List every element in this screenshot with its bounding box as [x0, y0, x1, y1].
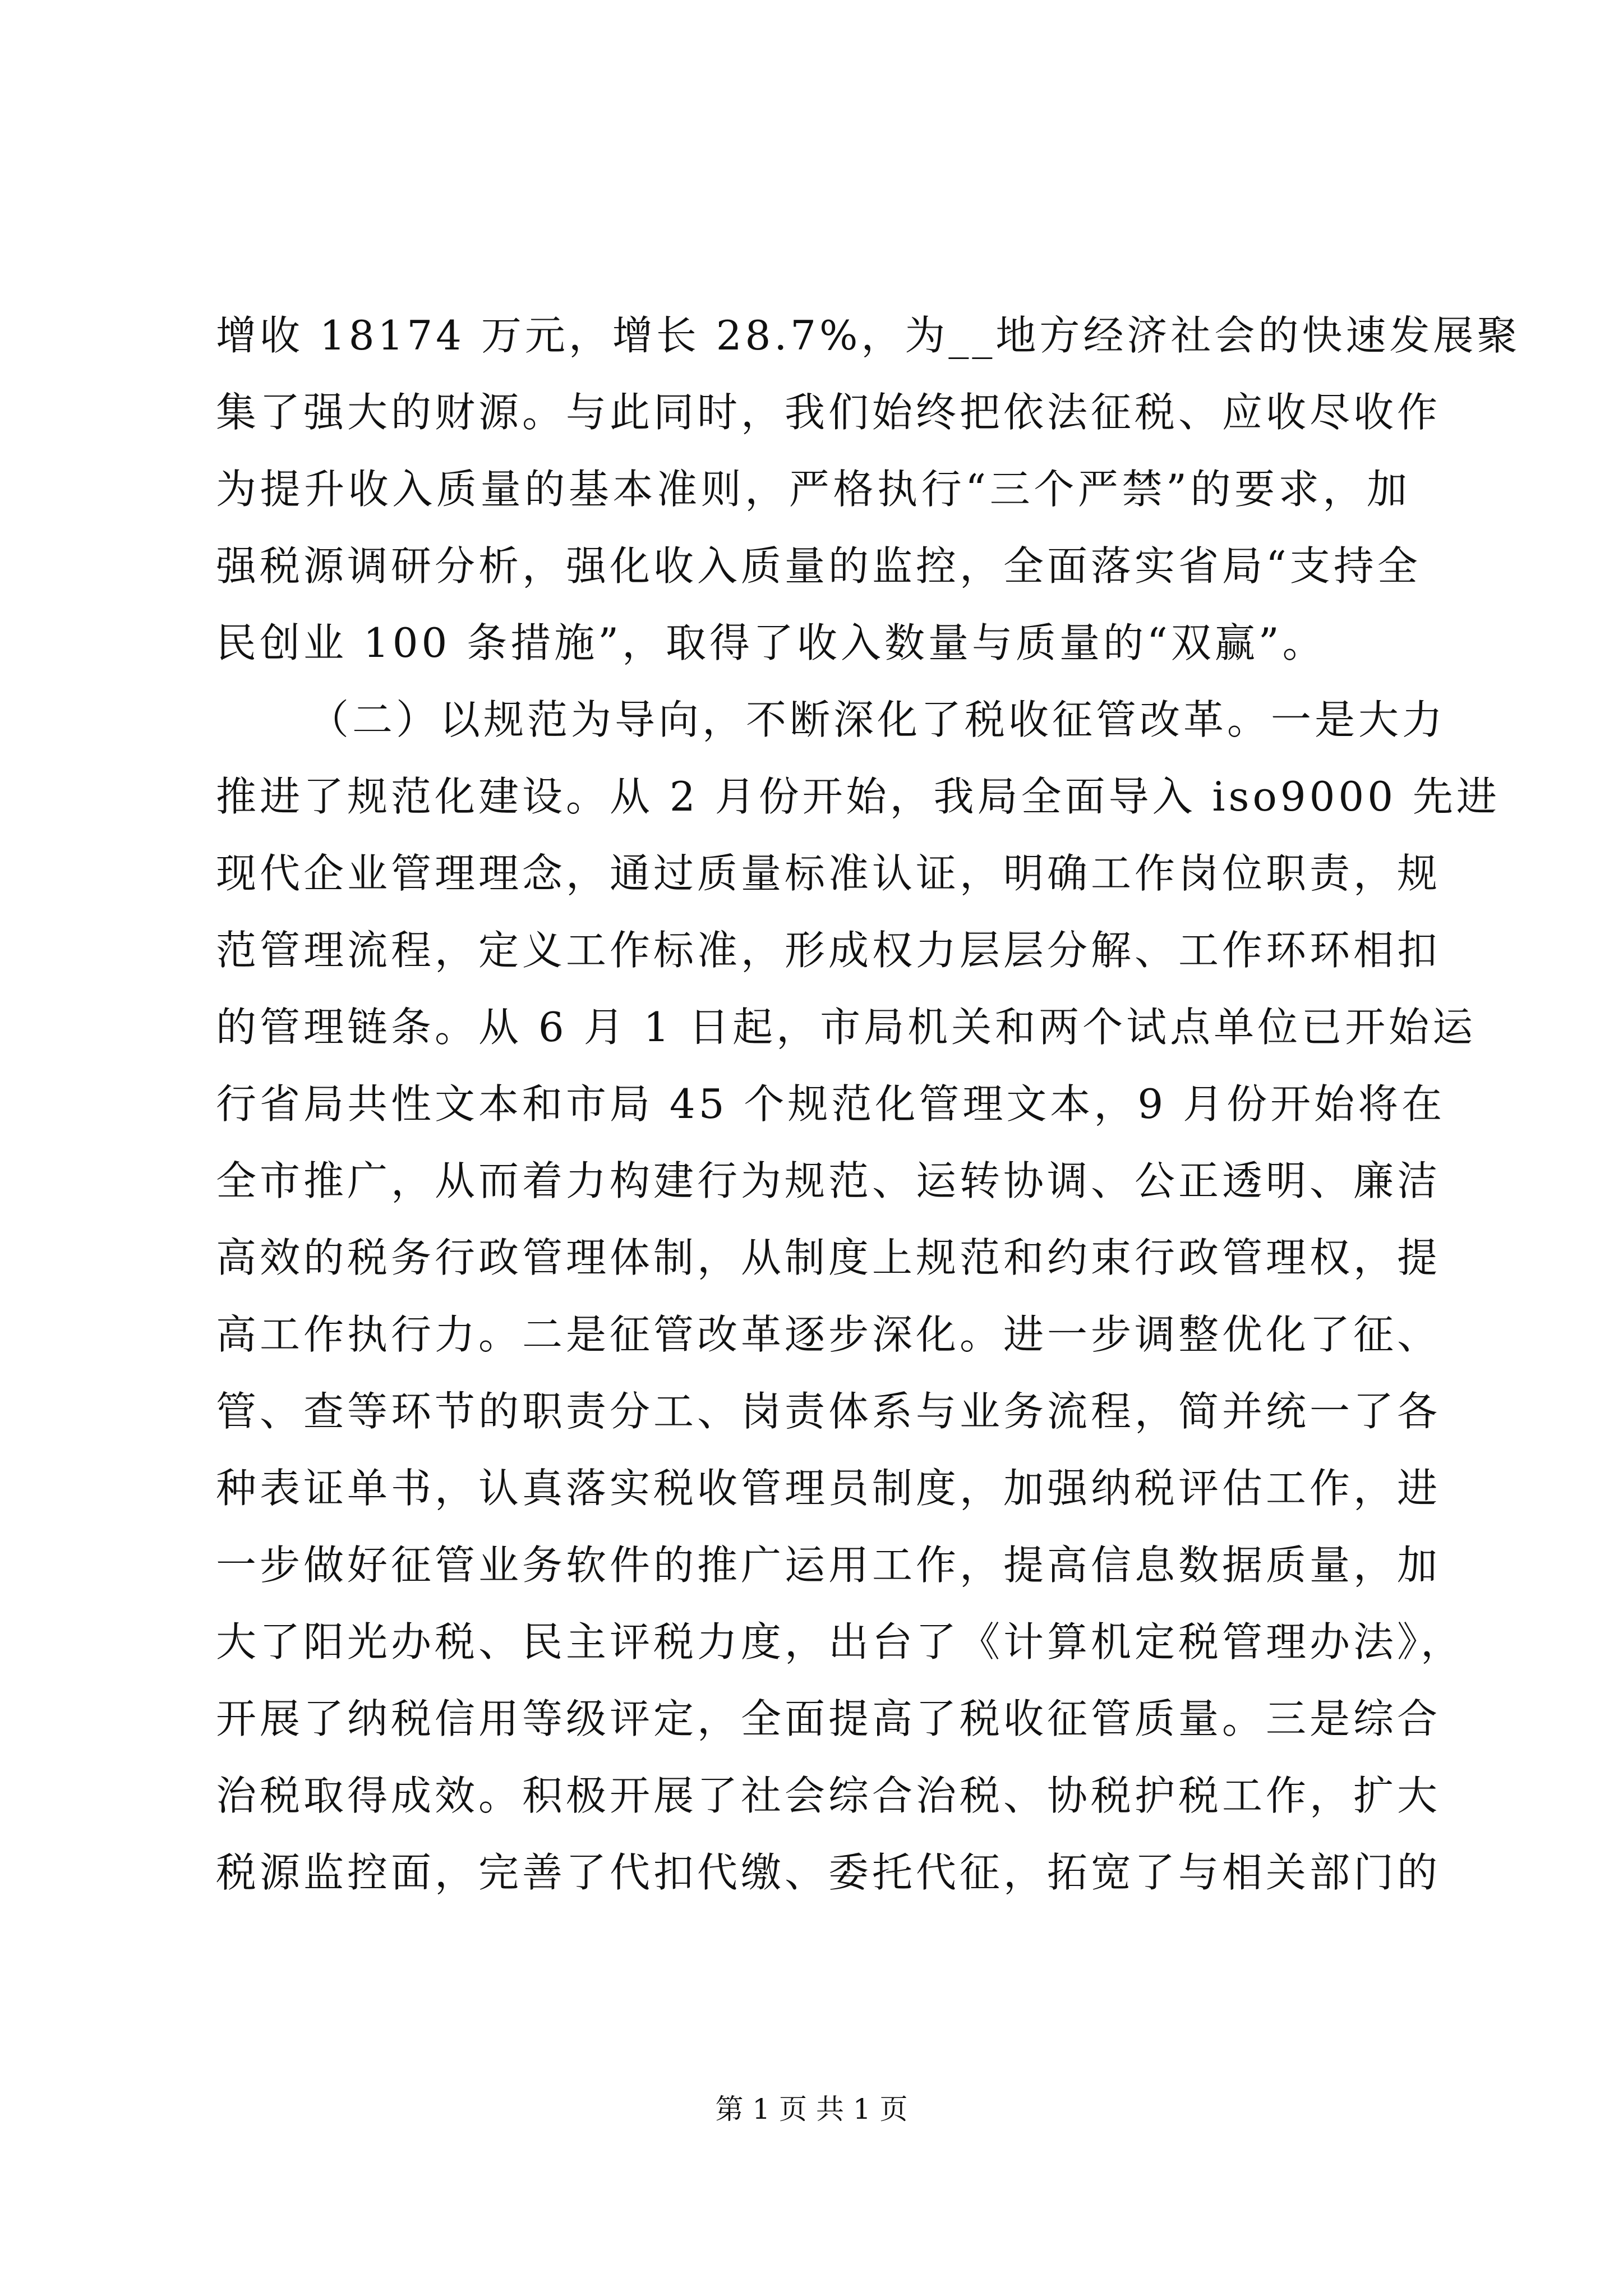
- text-line: 范管理流程，定义工作标准，形成权力层层分解、工作环环相扣: [216, 927, 1441, 974]
- page-number-label: 第 1 页 共 1 页: [715, 2093, 908, 2125]
- paragraph-first-line: （二）以规范为导向，不断深化了税收征管改革。一是大力: [308, 696, 1446, 743]
- text-line: 为提升收入质量的基本准则，严格执行“三个严禁”的要求，加: [216, 466, 1410, 513]
- text-line: 民创业 100 条措施”，取得了收入数量与质量的“双赢”。: [216, 619, 1326, 666]
- text-line: 强税源调研分析，强化收入质量的监控，全面落实省局“支持全: [216, 542, 1421, 590]
- text-line: 的管理链条。从 6 月 1 日起，市局机关和两个试点单位已开始运: [216, 1004, 1477, 1051]
- text-line: 大了阳光办税、民主评税力度，出台了《计算机定税管理办法》，: [216, 1618, 1465, 1665]
- text-line: 增收 18174 万元，增长 28.7%，为__地方经济社会的快速发展聚: [216, 312, 1521, 359]
- text-line: 治税取得成效。积极开展了社会综合治税、协税护税工作，扩大: [216, 1772, 1441, 1819]
- text-line: 推进了规范化建设。从 2 月份开始，我局全面导入 iso9000 先进: [216, 773, 1500, 820]
- text-line: 高工作执行力。二是征管改革逐步深化。进一步调整优化了征、: [216, 1311, 1441, 1358]
- text-line: 高效的税务行政管理体制，从制度上规范和约束行政管理权，提: [216, 1234, 1441, 1281]
- text-line: 开展了纳税信用等级评定，全面提高了税收征管质量。三是综合: [216, 1695, 1441, 1742]
- page-footer: [0, 2090, 1623, 2129]
- text-line: 现代企业管理理念，通过质量标准认证，明确工作岗位职责，规: [216, 850, 1441, 897]
- text-line: 管、查等环节的职责分工、岗责体系与业务流程，简并统一了各: [216, 1388, 1441, 1435]
- text-line: 种表证单书，认真落实税收管理员制度，加强纳税评估工作，进: [216, 1465, 1441, 1512]
- text-line: 全市推广，从而着力构建行为规范、运转协调、公正透明、廉洁: [216, 1157, 1441, 1204]
- text-line: 集了强大的财源。与此同时，我们始终把依法征税、应收尽收作: [216, 389, 1441, 436]
- document-body: [216, 297, 1521, 1911]
- text-line: 一步做好征管业务软件的推广运用工作，提高信息数据质量，加: [216, 1542, 1441, 1589]
- text-line: 行省局共性文本和市局 45 个规范化管理文本，9 月份开始将在: [216, 1080, 1446, 1128]
- text-line: 税源监控面，完善了代扣代缴、委托代征，拓宽了与相关部门的: [216, 1849, 1441, 1896]
